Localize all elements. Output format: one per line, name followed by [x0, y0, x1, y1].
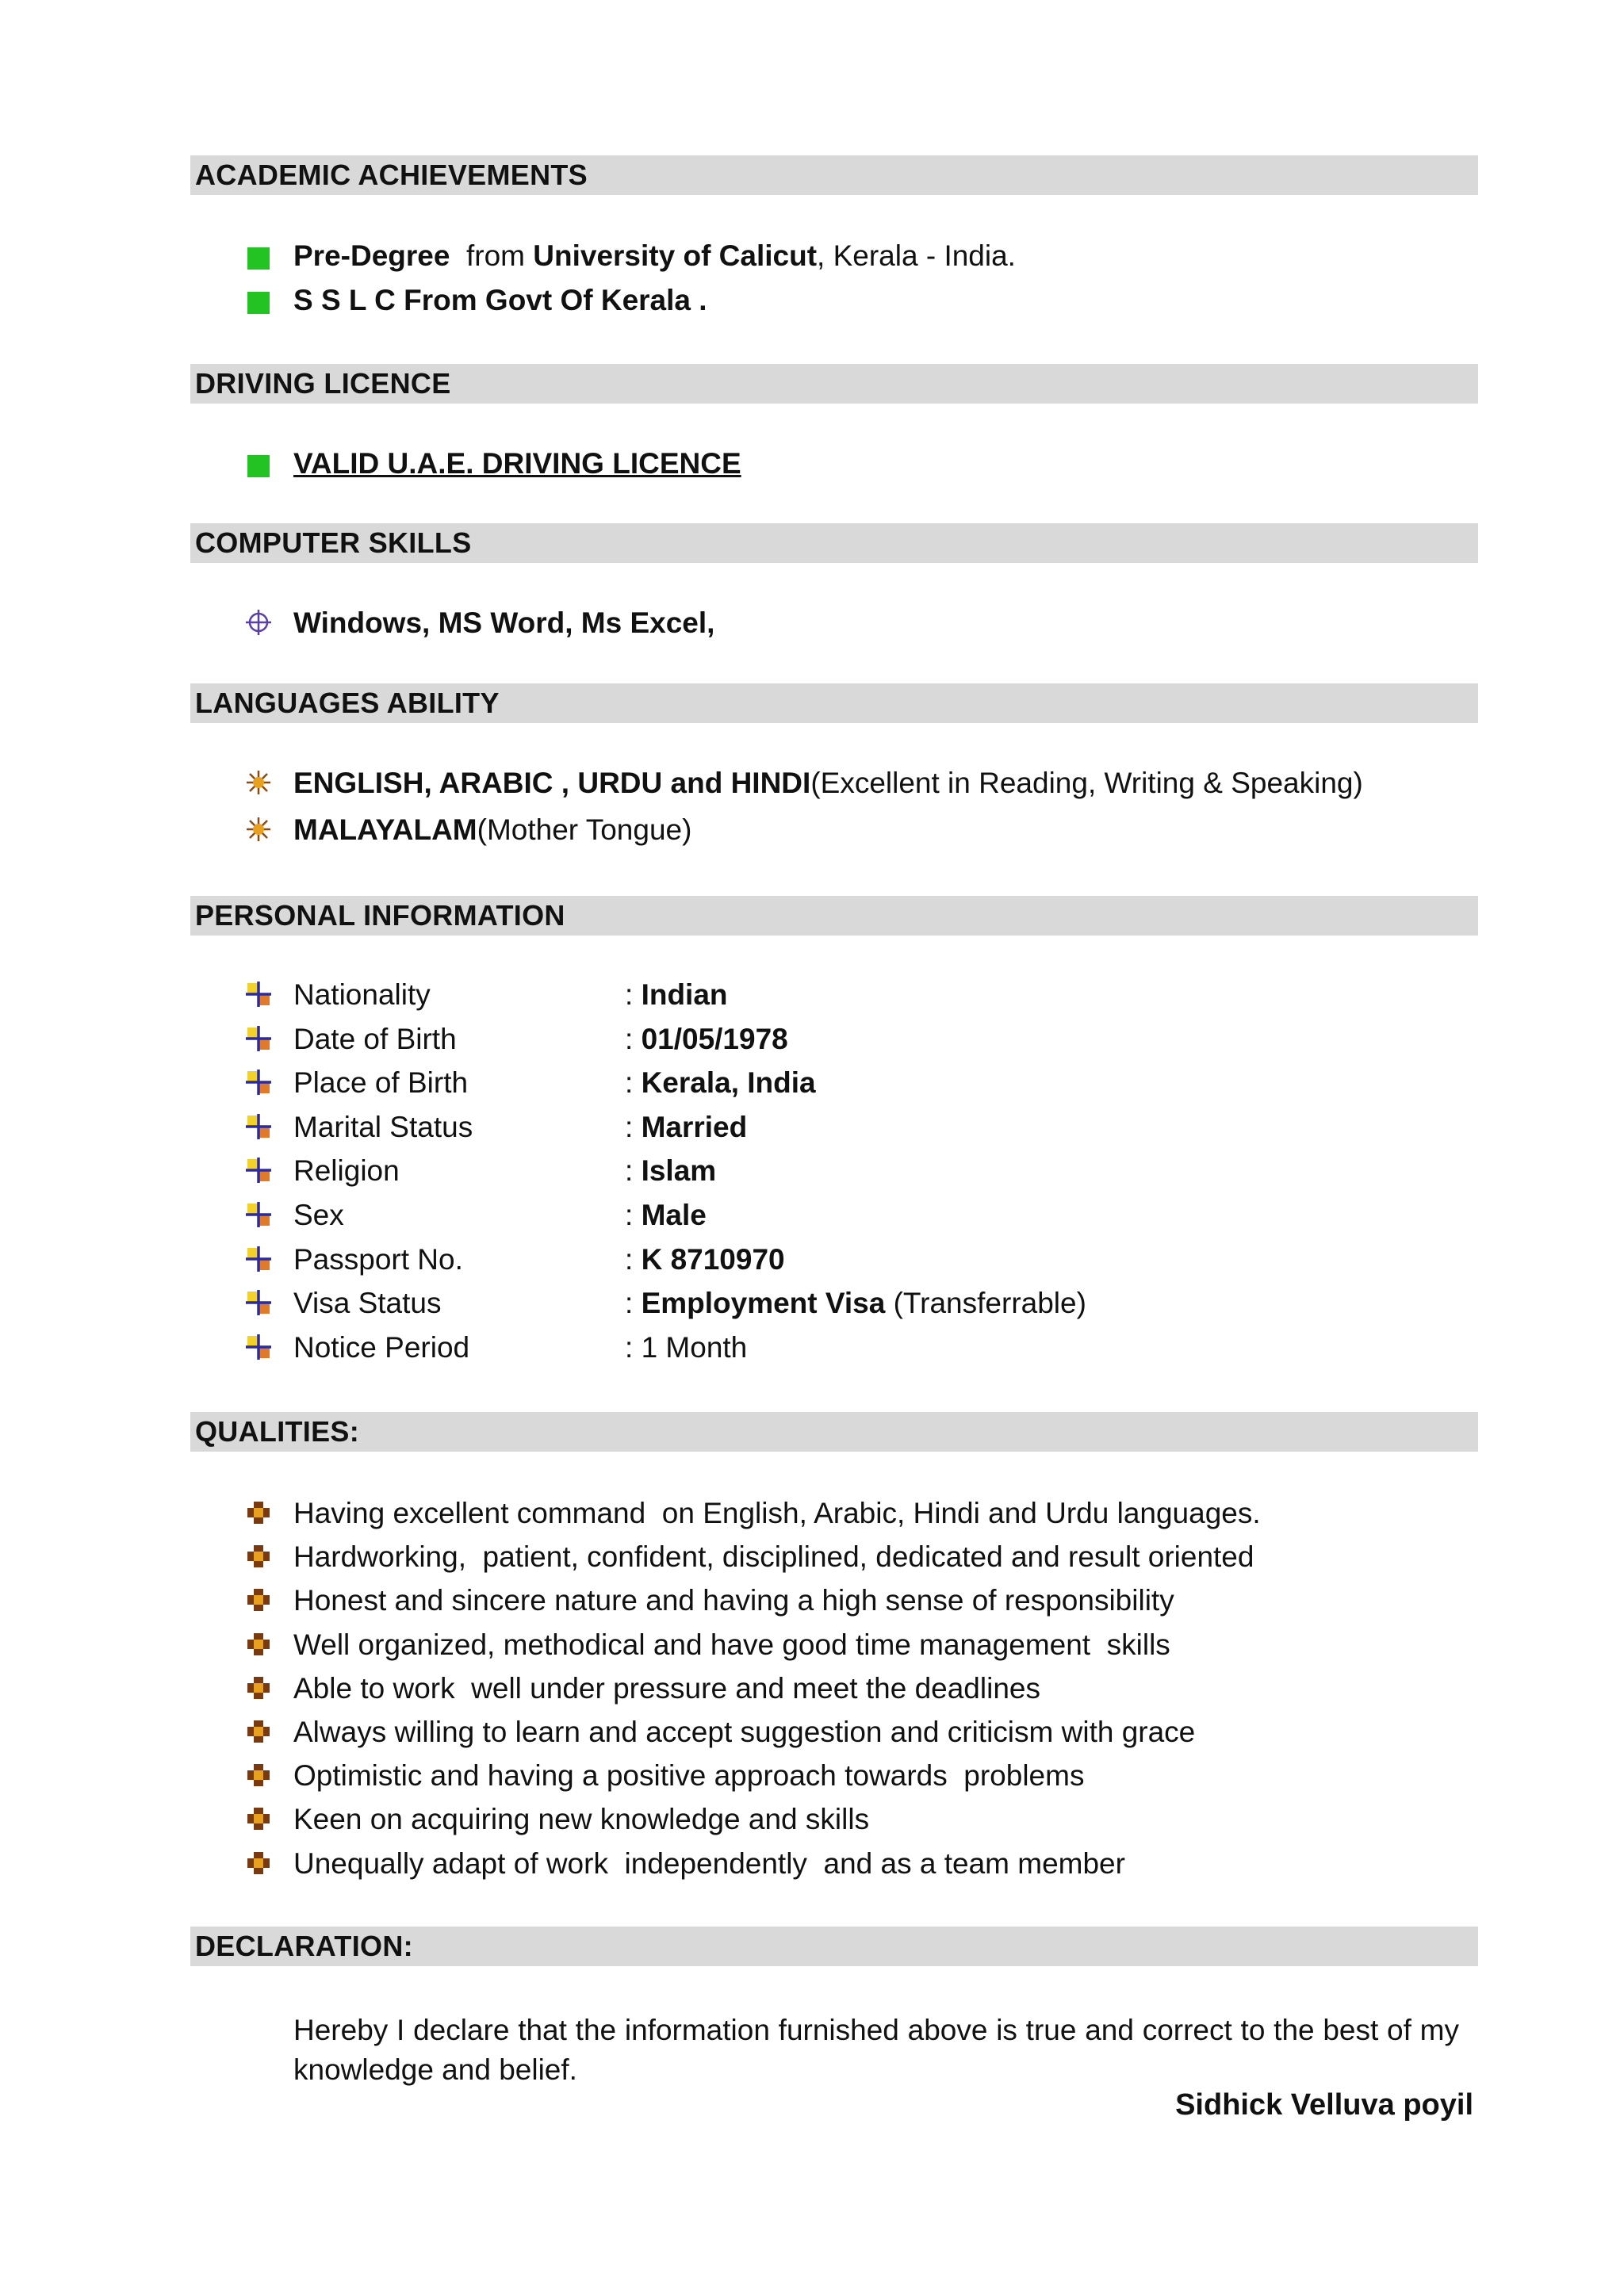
personal-info-colon: :: [625, 1022, 642, 1055]
personal-info-colon: :: [625, 1110, 642, 1143]
cross-bullet-icon: [244, 980, 273, 1008]
block-bullet-icon: [244, 1542, 273, 1571]
personal-info-label: Passport No.: [293, 1242, 463, 1276]
personal-info-value: Employment Visa: [641, 1287, 886, 1320]
personal-info-value: 01/05/1978: [641, 1022, 788, 1055]
quality-text: Hardworking, patient, confident, disciplined, dedicated and result oriented: [293, 1540, 1254, 1574]
personal-info-label: Nationality: [293, 978, 431, 1011]
block-bullet-icon: [244, 1761, 273, 1789]
block-bullet-icon: [244, 1498, 273, 1527]
block-bullet-icon: [244, 1630, 273, 1659]
quality-text: Unequally adapt of work independently and as a team member: [293, 1846, 1125, 1880]
block-bullet-icon: [244, 1586, 273, 1614]
cross-bullet-icon: [244, 1333, 273, 1361]
starburst-bullet-icon: [244, 768, 273, 797]
section-declaration: DECLARATION:: [190, 1927, 1478, 1966]
cross-bullet-icon: [244, 1288, 273, 1317]
section-qualities: QUALITIES:: [190, 1412, 1478, 1452]
section-driving-licence: DRIVING LICENCE: [190, 364, 1478, 404]
quality-text: Keen on acquiring new knowledge and skills: [293, 1803, 870, 1836]
starburst-bullet-icon: [244, 815, 273, 844]
personal-info-extra: 1 Month: [641, 1330, 748, 1364]
crosshair-bullet-icon: [244, 608, 273, 637]
quality-text: Always willing to learn and accept suggestion and criticism with grace: [293, 1716, 1196, 1748]
declaration-text: Hereby I declare that the information furnished above is true and correct to the best of my knowledge and belief.: [293, 2014, 1459, 2086]
quality-text: Well organized, methodical and have good time management skills: [293, 1628, 1170, 1661]
quality-text: Able to work well under pressure and meet the deadlines: [293, 1671, 1040, 1705]
personal-info-value: Indian: [641, 978, 728, 1011]
quality-text: Optimistic and having a positive approach towards problems: [293, 1759, 1085, 1793]
personal-info-value: Male: [641, 1199, 707, 1231]
personal-info-label: Visa Status: [293, 1287, 442, 1320]
personal-info-value: K 8710970: [641, 1242, 785, 1276]
personal-info-label: Sex: [293, 1199, 344, 1231]
personal-info-label: Place of Birth: [293, 1066, 469, 1100]
block-bullet-icon: [244, 1674, 273, 1702]
quality-text: Having excellent command on English, Arabic, Hindi and Urdu languages.: [293, 1497, 1261, 1529]
quality-text: Honest and sincere nature and having a high sense of responsibility: [293, 1584, 1174, 1617]
personal-info-value: Married: [641, 1110, 748, 1143]
cross-bullet-icon: [244, 1024, 273, 1053]
cross-bullet-icon: [244, 1156, 273, 1184]
block-bullet-icon: [244, 1849, 273, 1877]
personal-info-label: Marital Status: [293, 1110, 473, 1143]
signature-name: Sidhick Velluva poyil: [1175, 2088, 1473, 2122]
cross-bullet-icon: [244, 1245, 273, 1273]
personal-info-colon: :: [625, 1287, 642, 1320]
section-computer-skills: COMPUTER SKILLS: [190, 523, 1478, 563]
personal-info-value: Kerala, India: [641, 1066, 816, 1100]
personal-info-colon: :: [625, 1242, 642, 1276]
personal-info-colon: :: [625, 978, 642, 1011]
cross-bullet-icon: [244, 1112, 273, 1141]
cross-bullet-icon: [244, 1068, 273, 1096]
personal-info-colon: :: [625, 1154, 642, 1188]
cross-bullet-icon: [244, 1200, 273, 1229]
personal-info-colon: :: [625, 1066, 642, 1100]
green-square-bullet-icon: [244, 285, 273, 314]
personal-info-label: Date of Birth: [293, 1022, 457, 1055]
personal-info-colon: :: [625, 1199, 642, 1231]
block-bullet-icon: [244, 1717, 273, 1746]
section-academic-achievements: ACADEMIC ACHIEVEMENTS: [190, 155, 1478, 195]
section-personal-information: PERSONAL INFORMATION: [190, 896, 1478, 936]
personal-info-label: Notice Period: [293, 1330, 470, 1364]
green-square-bullet-icon: [244, 241, 273, 270]
personal-info-value: Islam: [641, 1154, 717, 1188]
personal-info-colon: :: [625, 1330, 642, 1364]
block-bullet-icon: [244, 1804, 273, 1833]
personal-info-extra: (Transferrable): [885, 1287, 1086, 1320]
section-languages-ability: LANGUAGES ABILITY: [190, 683, 1478, 723]
personal-info-label: Religion: [293, 1154, 400, 1188]
green-square-bullet-icon: [244, 449, 273, 477]
